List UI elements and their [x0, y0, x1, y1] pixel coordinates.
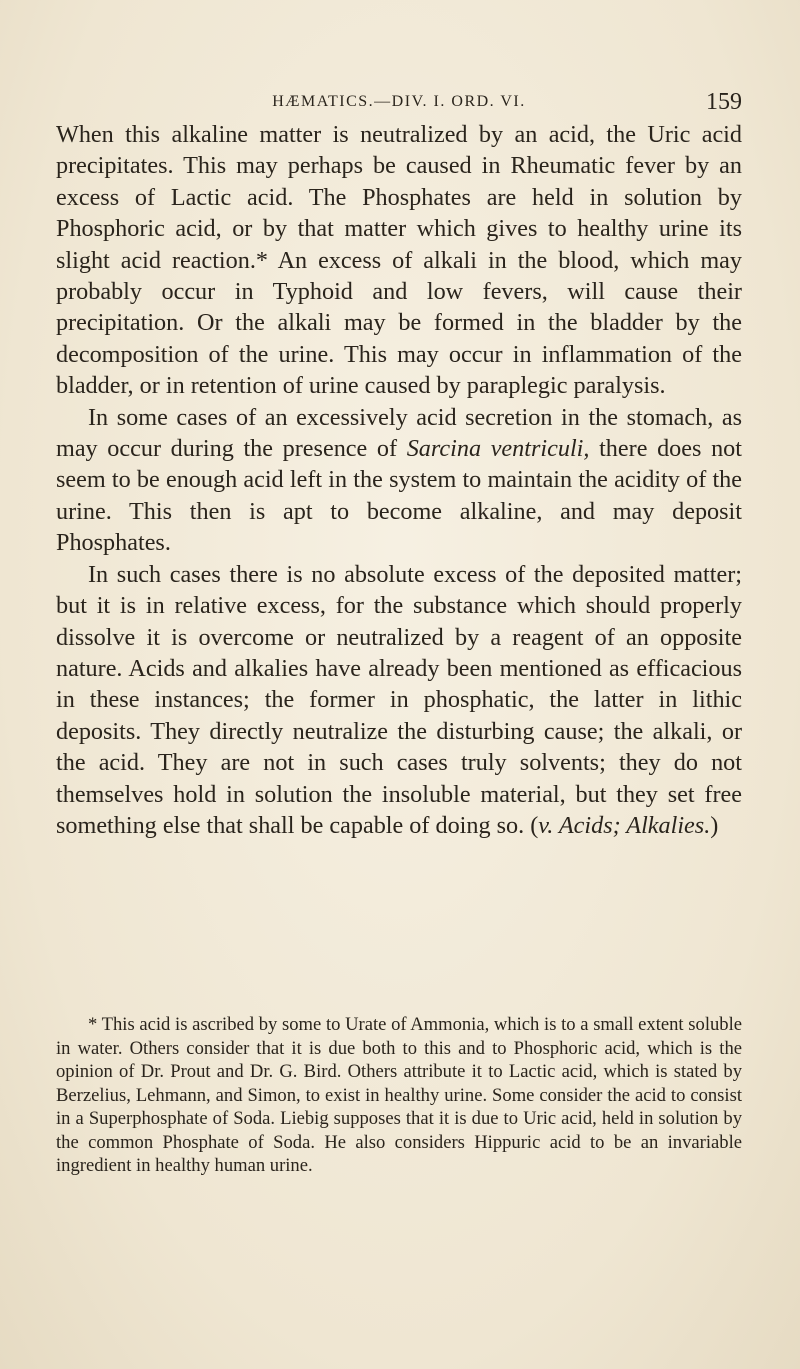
paragraph-3-close: ) [710, 811, 719, 839]
page-header [56, 89, 742, 119]
footnote: * This acid is ascribed by some to Urate of Ammonia, which is to a small extent soluble in water. Others consider that it is due both to this and to Phosphoric acid, which is the opinion of Dr. Prout and Dr. G. Bird. Others attribute it to Lactic acid, which is stated by Berzelius, Lehmann, and Simon, to exist in healthy urine. Some consider the acid to consist in a Superphosphate of Soda. Liebig supposes that it is due to Uric acid, held in solution by the common Phosphate of Soda. He also considers Hippuric acid to be an invariable ingredient in healthy human urine. [56, 1014, 742, 1176]
paragraph-1: When this alkaline matter is neutralized by an acid, the Uric acid precipitates. This may perhaps be caused in Rheumatic fever by an excess of Lactic acid. The Phosphates are held in solution by Phosphoric acid, or by that matter which gives to healthy urine its slight acid reaction.* An excess of alkali in the blood, which may probably occur in Typhoid and low fevers, will cause their precipitation. Or the alkali may be formed in the bladder by the decomposition of the urine. This may occur in inflammation of the bladder, or in retention of urine caused by paraplegic paralysis. [56, 121, 742, 400]
paragraph-2 [56, 402, 742, 559]
paragraph-2-start: In some cases of an excessively acid secretion in the stomach, as may occur during the presence of [56, 403, 742, 463]
page-number: 159 [706, 89, 742, 115]
paragraph-2-end: there does not seem to be enough acid left in the system to maintain the acidity of the urine. This then is apt to become alkaline, and may deposit Phosphates. [56, 435, 742, 557]
paragraph-3-text: In such cases there is no absolute excess of the deposited matter; but it is in relative excess, for the substance which should properly dissolve it is overcome or neutralized by a reagent of an opposite nature. Acids and alkalies have already been mentioned as efficacious in these instances; the former in phosphatic, the latter in lithic deposits. They directly neutralize the disturbing cause; the alkali, or the acid. They are not in such cases truly solvents; they do not themselves hold in solution the insoluble material, but they set free something else that shall be capable of doing so. ( [56, 560, 742, 839]
body-text [56, 119, 742, 841]
paragraph-3 [56, 559, 742, 842]
species-name: Sarcina ventriculi, [406, 435, 590, 463]
running-head: HÆMATICS.—DIV. I. ORD. VI. [272, 93, 526, 110]
cross-reference: v. Acids; Alkalies. [538, 811, 711, 839]
